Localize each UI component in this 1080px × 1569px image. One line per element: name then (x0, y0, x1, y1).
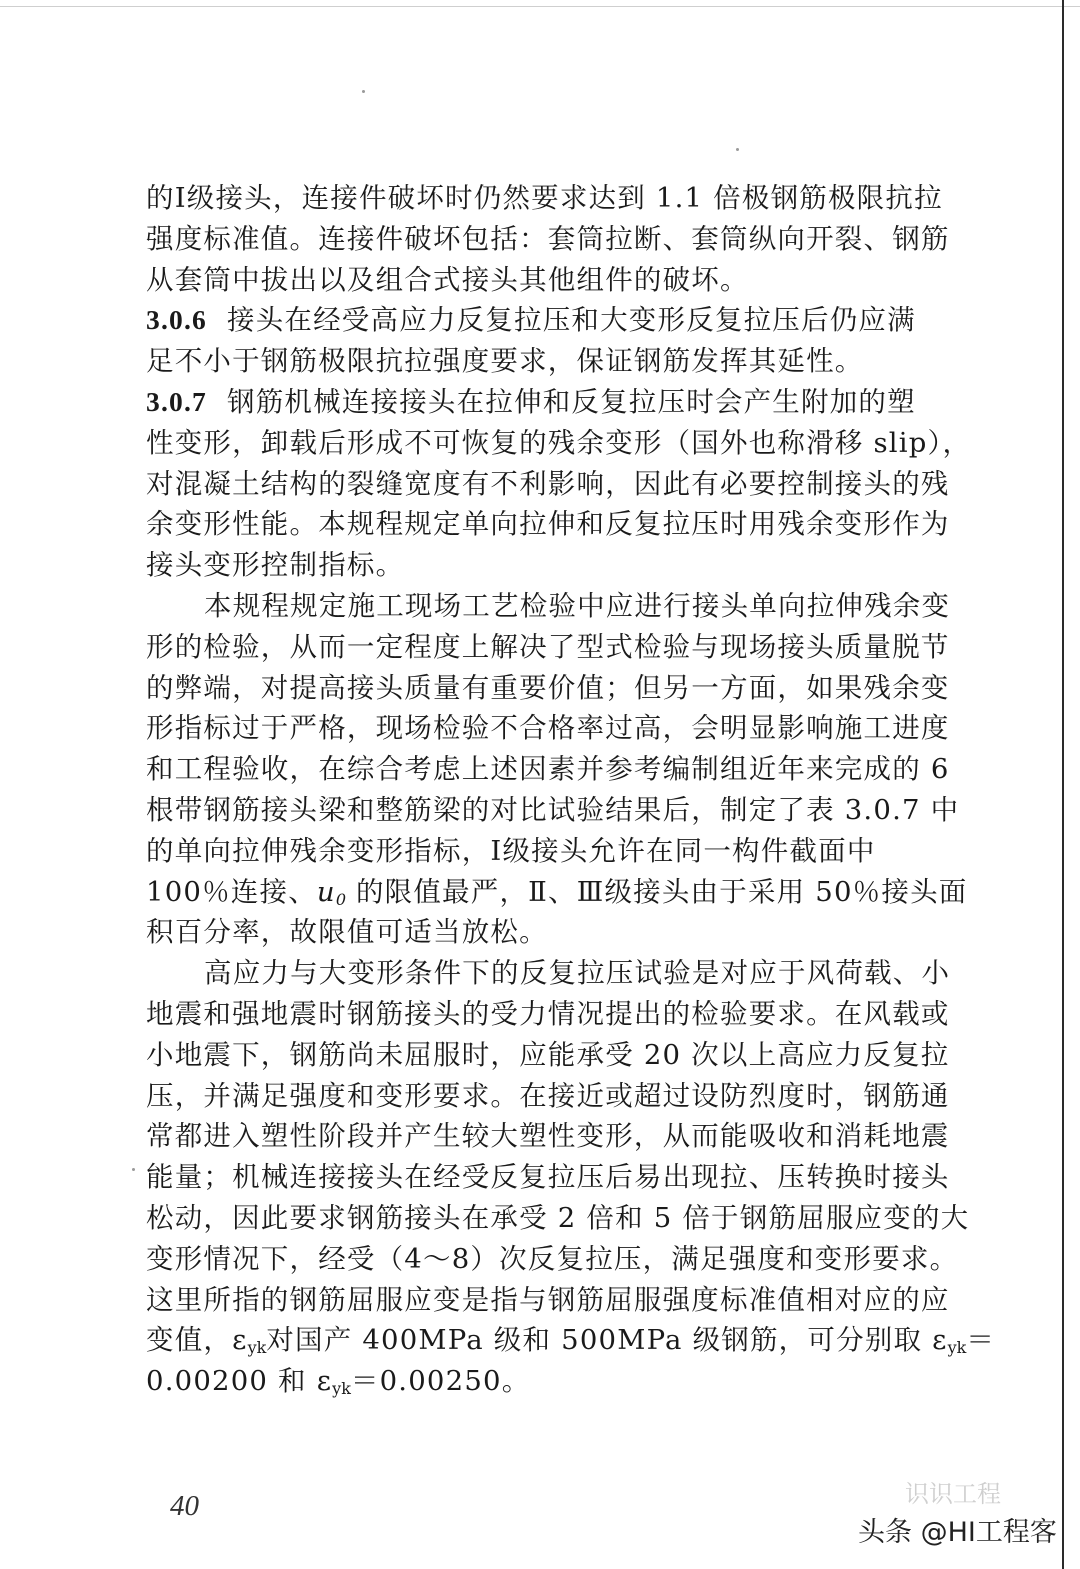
text-line: 性变形，卸载后形成不可恢复的残余变形（国外也称滑移 slip）， (146, 426, 972, 459)
text-line: 常都进入塑性阶段并产生较大塑性变形，从而能吸收和消耗地震 (146, 1120, 950, 1153)
page-number: 40 (170, 1490, 199, 1522)
text-line: 高应力与大变形条件下的反复拉压试验是对应于风荷载、小 (204, 957, 951, 990)
section-number: 3.0.6 (146, 304, 207, 336)
page-edge-top (0, 6, 1080, 7)
symbol-base: ε (316, 1365, 333, 1398)
text-line: 这里所指的钢筋屈服应变是指与钢筋屈服强度标准值相对应的应 (146, 1283, 950, 1316)
text-fragment: 100％连接、 (146, 875, 317, 908)
text-line: 本规程规定施工现场工艺检验中应进行接头单向拉伸残余变 (204, 589, 951, 622)
symbol-base: u (316, 875, 336, 908)
symbol-base: ε (932, 1324, 948, 1357)
text-line: 和工程验收，在综合考虑上述因素并参考编制组近年来完成的 6 (146, 753, 950, 786)
text-line: 地震和强地震时钢筋接头的受力情况提出的检验要求。在风载或 (146, 997, 950, 1030)
text-fragment: ＝ (966, 1324, 996, 1357)
body-text (146, 178, 996, 1402)
text-line-with-symbol (146, 872, 968, 913)
symbol-subscript: 0 (335, 889, 346, 909)
watermark-faint: 识识工程 (905, 1480, 1001, 1508)
text-line: 从套筒中拔出以及组合式接头其他组件的破坏。 (146, 263, 749, 296)
epsilon-yk-symbol (232, 1324, 266, 1356)
page-edge-right (1062, 0, 1064, 1569)
scan-speck (132, 1168, 135, 1171)
symbol-subscript: yk (247, 1338, 267, 1358)
text-line: 钢筋机械连接接头在拉伸和反复拉压时会产生附加的塑 (227, 385, 916, 418)
text-line: 余变形性能。本规程规定单向拉伸和反复拉压时用残余变形作为 (146, 508, 950, 541)
scan-speck (362, 90, 365, 93)
text-line: 根带钢筋接头梁和整筋梁的对比试验结果后，制定了表 3.0.7 中 (146, 793, 960, 826)
text-fragment: 0.00200 和 (146, 1365, 317, 1398)
text-fragment: ＝0.00250。 (350, 1365, 531, 1398)
text-line: 变形情况下，经受（4～8）次反复拉压，满足强度和变形要求。 (146, 1242, 959, 1275)
text-fragment: 的限值最严，Ⅱ、Ⅲ级接头由于采用 50％接头面 (346, 875, 968, 908)
text-line: 小地震下，钢筋尚未屈服时，应能承受 20 次以上高应力反复拉 (146, 1038, 950, 1071)
text-fragment: 对国产 400MPa 级和 500MPa 级钢筋，可分别取 (266, 1324, 933, 1357)
scan-speck (736, 148, 739, 151)
text-line: 足不小于钢筋极限抗拉强度要求，保证钢筋发挥其延性。 (146, 345, 864, 378)
u0-symbol (317, 876, 346, 908)
text-line: 形的检验，从而一定程度上解决了型式检验与现场接头质量脱节 (146, 630, 950, 663)
clause-3-0-6 (146, 300, 956, 341)
text-line-with-symbol (146, 1320, 996, 1361)
symbol-base: ε (232, 1324, 248, 1357)
watermark: 头条 @HI工程客 (858, 1517, 1057, 1548)
clause-3-0-7 (146, 382, 956, 423)
text-line-with-symbol (146, 1361, 956, 1402)
text-line: 接头在经受高应力反复拉压和大变形反复拉压后仍应满 (227, 304, 916, 337)
text-line: 对混凝土结构的裂缝宽度有不利影响，因此有必要控制接头的残 (146, 467, 950, 500)
text-line: 积百分率，故限值可适当放松。 (146, 916, 548, 949)
text-fragment: 变值， (146, 1324, 233, 1357)
text-line: 松动，因此要求钢筋接头在承受 2 倍和 5 倍于钢筋屈服应变的大 (146, 1201, 970, 1234)
epsilon-yk-symbol (317, 1365, 351, 1397)
text-line: 的单向拉伸残余变形指标，Ⅰ级接头允许在同一构件截面中 (146, 834, 876, 867)
text-line: 的Ⅰ级接头，连接件破坏时仍然要求达到 1.1 倍极钢筋极限抗拉 (146, 182, 943, 214)
section-number: 3.0.7 (146, 385, 207, 417)
text-line: 压，并满足强度和变形要求。在接近或超过设防烈度时，钢筋通 (146, 1079, 950, 1112)
text-line: 能量；机械连接接头在经受反复拉压后易出现拉、压转换时接头 (146, 1161, 950, 1194)
symbol-subscript: yk (947, 1338, 967, 1358)
text-line: 强度标准值。连接件破坏包括：套筒拉断、套筒纵向开裂、钢筋 (146, 222, 950, 255)
symbol-subscript: yk (332, 1379, 351, 1399)
text-line: 接头变形控制指标。 (146, 549, 405, 582)
text-line: 形指标过于严格，现场检验不合格率过高，会明显影响施工进度 (146, 712, 950, 745)
text-line: 的弊端，对提高接头质量有重要价值；但另一方面，如果残余变 (146, 671, 950, 704)
epsilon-yk-symbol (932, 1324, 966, 1356)
